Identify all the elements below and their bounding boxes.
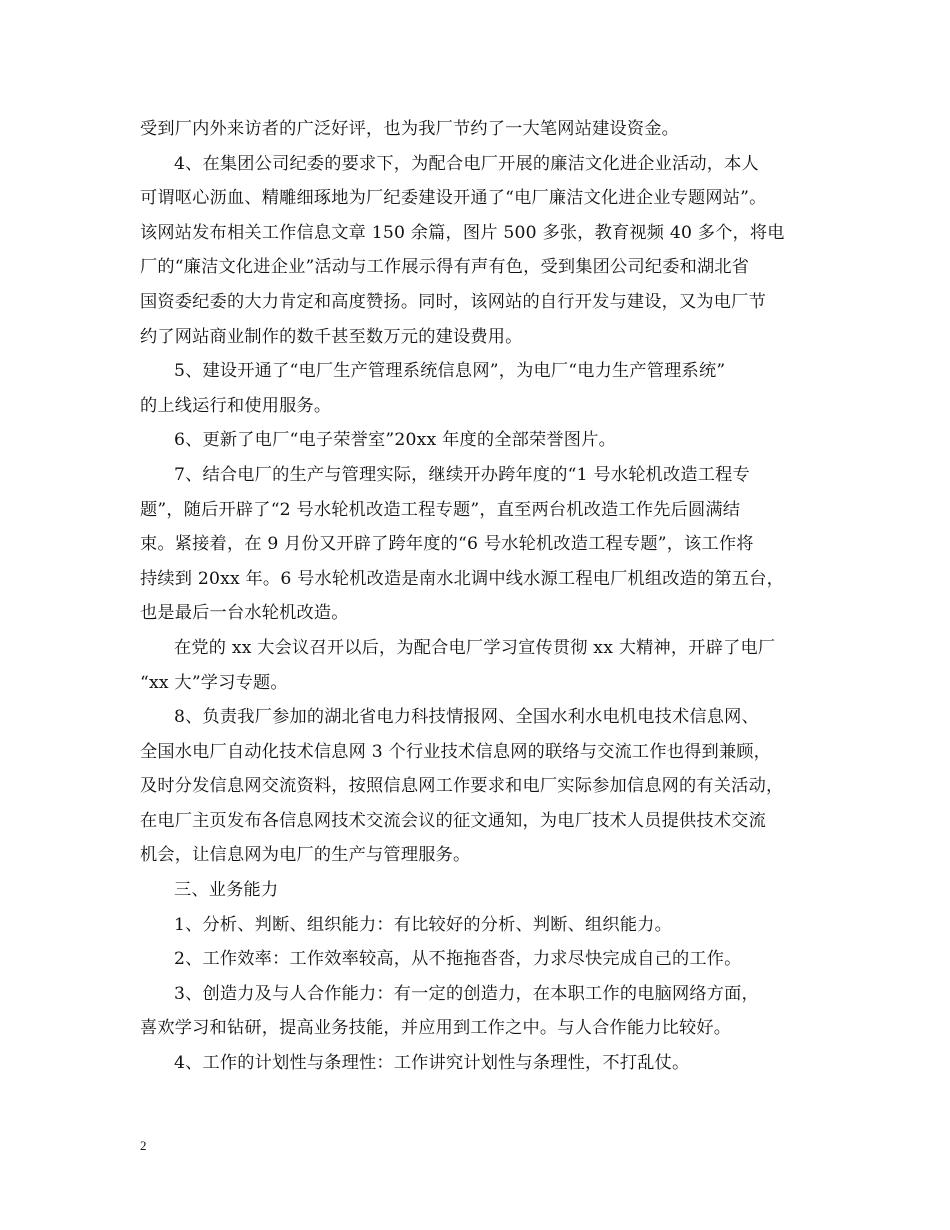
text-line: 机会，让信息网为电厂的生产与管理服务。 [140, 845, 471, 866]
text-line: 2、工作效率：工作效率较高，从不拖拖沓沓，力求尽快完成自己的工作。 [174, 949, 742, 970]
text-line: 国资委纪委的大力肯定和高度赞扬。同时，该网站的自行开发与建设，又为电厂节 [140, 291, 766, 312]
text-line: 可谓呕心沥血、精雕细琢地为厂纪委建设开通了“电厂廉洁文化进企业专题网站”。 [140, 188, 767, 209]
document-body [140, 112, 830, 1081]
page-number: 2 [140, 1138, 147, 1153]
text-line: 3、创造力及与人合作能力：有一定的创造力，在本职工作的电脑网络方面， [174, 983, 759, 1004]
text-line: 束。紧接着，在 9 月份又开辟了跨年度的“6 号水轮机改造工程专题”，该工作将 [140, 534, 754, 555]
text-line: 7、结合电厂的生产与管理实际，继续开办跨年度的“1 号水轮机改造工程专 [174, 464, 750, 485]
text-line: 也是最后一台水轮机改造。 [140, 603, 349, 624]
text-line: 8、负责我厂参加的湖北省电力科技情报网、全国水利水电机电技术信息网、 [174, 707, 759, 728]
text-line: 的上线运行和使用服务。 [140, 395, 332, 416]
text-line: 该网站发布相关工作信息文章 150 余篇，图片 500 多张，教育视频 40 多个，将电 [140, 222, 785, 243]
text-line: 题”，随后开辟了“2 号水轮机改造工程专题”，直至两台机改造工作先后圆满结 [140, 499, 741, 520]
text-line: 受到厂内外来访者的广泛好评，也为我厂节约了一大笔网站建设资金。 [140, 119, 680, 139]
text-line: 在电厂主页发布各信息网技术交流会议的征文通知，为电厂技术人员提供技术交流 [140, 810, 766, 831]
text-line: 4、工作的计划性与条理性：工作讲究计划性与条理性，不打乱仗。 [174, 1053, 690, 1074]
text-line: 4、在集团公司纪委的要求下，为配合电厂开展的廉洁文化进企业活动，本人 [174, 153, 759, 174]
text-line: 1、分析、判断、组织能力：有比较好的分析、判断、组织能力。 [174, 914, 672, 935]
text-line: 及时分发信息网交流资料，按照信息网工作要求和电厂实际参加信息网的有关活动， [140, 776, 784, 797]
text-line: 喜欢学习和钻研，提高业务技能，并应用到工作之中。与人合作能力比较好。 [140, 1018, 732, 1039]
text-line: 三、业务能力 [174, 880, 279, 901]
text-line: 6、更新了电厂“电子荣誉室”20xx 年度的全部荣誉图片。 [174, 430, 616, 451]
text-line: 5、建设开通了“电厂生产管理系统信息网”，为电厂“电力生产管理系统” [174, 361, 726, 382]
text-line: 持续到 20xx 年。6 号水轮机改造是南水北调中线水源工程电厂机组改造的第五台， [140, 568, 784, 589]
text-line: 约了网站商业制作的数千甚至数万元的建设费用。 [140, 326, 523, 347]
text-line: 在党的 xx 大会议召开以后，为配合电厂学习宣传贯彻 xx 大精神，开辟了电厂 [174, 637, 776, 658]
text-line: “xx 大”学习专题。 [140, 672, 288, 693]
text-line: 厂的“廉洁文化进企业”活动与工作展示得有声有色，受到集团公司纪委和湖北省 [140, 257, 750, 278]
text-line: 全国水电厂自动化技术信息网 3 个行业技术信息网的联络与交流工作也得到兼顾， [140, 741, 772, 762]
